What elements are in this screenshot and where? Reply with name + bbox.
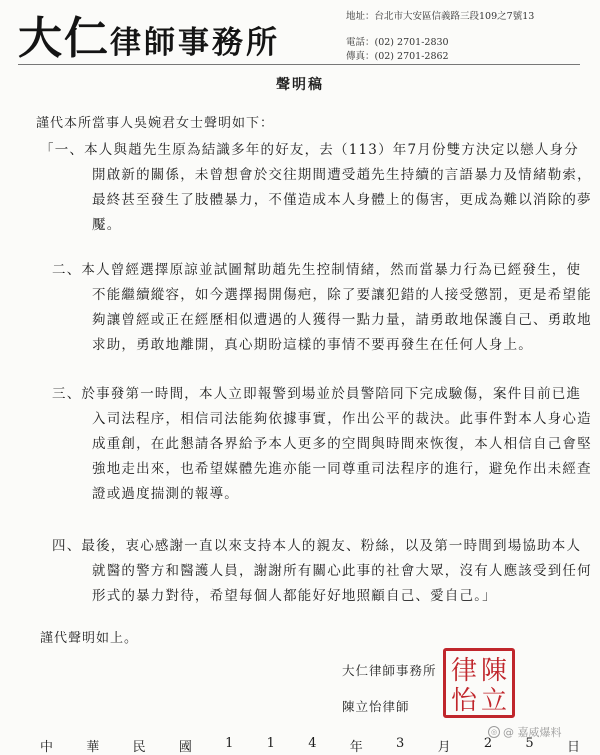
date-char: 華 xyxy=(86,740,100,755)
date-char: 中 xyxy=(40,740,54,755)
paragraph-line: 四、最後，衷心感謝一直以來支持本人的親友、粉絲，以及第一時間到場協助本人 xyxy=(52,538,582,554)
signer-name: 陳立怡律師 xyxy=(342,699,410,714)
date-char: 1 xyxy=(266,736,275,751)
date-char: 2 xyxy=(483,736,493,751)
paragraph-1 xyxy=(40,138,592,238)
fax-value: (02) 2701-2862 xyxy=(374,51,449,62)
paragraph-line: 強地走出來，也希望媒體先進亦能一同尊重司法程序的進行，避免作出未經查 xyxy=(92,461,592,477)
paragraph-line: 魘。 xyxy=(92,217,122,233)
phone-row xyxy=(346,36,596,50)
address-label: 地址： xyxy=(346,11,375,22)
date-char: 4 xyxy=(308,736,317,751)
seal-char: 陳 xyxy=(480,656,508,686)
lawyer-seal-stamp xyxy=(443,648,515,718)
date-char: 國 xyxy=(178,740,192,755)
date-char: 1 xyxy=(225,736,234,751)
fax-label: 傳真： xyxy=(346,51,375,62)
paragraph-line: 開啟新的關係，未曾想會於交往期間遭受趙先生持續的言語暴力及情緒勒索， xyxy=(92,167,592,183)
closing-line: 謹代聲明如上。 xyxy=(40,631,139,646)
phone-value: (02) 2701-2830 xyxy=(374,37,449,48)
date-char: 3 xyxy=(396,736,405,751)
paragraph-4 xyxy=(40,534,592,609)
paragraph-line: 夠讓曾經或正在經歷相似遭遇的人獲得一點力量，請勇敢地保護自己、勇敢地 xyxy=(92,312,592,328)
letterhead-divider xyxy=(18,64,580,65)
paragraph-line: 成重創，在此懇請各界給予本人更多的空間與時間來恢復，本人相信自己會堅 xyxy=(92,436,592,452)
paragraph-line: 不能繼續縱容，如今選擇揭開傷疤，除了要讓犯錯的人接受懲罰，更是希望能 xyxy=(92,287,592,303)
paragraph-line: 就醫的警方和醫護人員，謝謝所有關心此事的社會大眾，沒有人應該受到任何 xyxy=(92,563,592,579)
paragraph-line: 形式的暴力對待，希望每個人都能好好地照顧自己、愛自己。」 xyxy=(92,588,497,604)
seal-char: 律 xyxy=(450,656,478,686)
paragraph-line: 求助，勇敢地離開，真心期盼這樣的事情不要再發生在任何人身上。 xyxy=(92,337,533,353)
paragraph-3 xyxy=(40,382,592,507)
firm-name-big: 大仁 xyxy=(18,13,110,64)
phone-label: 電話： xyxy=(346,37,375,48)
fax-row xyxy=(346,50,596,64)
seal-icon xyxy=(446,651,512,715)
signer-firm: 大仁律師事務所 xyxy=(342,663,437,678)
paragraph-line: 最終甚至發生了肢體暴力，不僅造成本人身體上的傷害，更成為難以消除的夢 xyxy=(92,192,592,208)
date-char: 民 xyxy=(132,740,146,755)
source-watermark xyxy=(488,724,562,740)
paragraph-2 xyxy=(40,258,592,358)
date-char: 年 xyxy=(349,740,363,755)
date-char: 5 xyxy=(525,736,534,751)
paragraph-line: 三、於事發第一時間，本人立即報警到場並於員警陪同下完成驗傷，案件目前已進 xyxy=(52,386,582,402)
paragraph-line: 二、本人曾經選擇原諒並試圖幫助趙先生控制情緒，然而當暴力行為已經發生，使 xyxy=(52,262,582,278)
address-value: 台北市大安區信義路三段109之7號13 xyxy=(374,11,535,22)
date-char: 日 xyxy=(566,740,580,755)
document-title: 聲明稿 xyxy=(276,77,324,93)
source-icon: ◎ xyxy=(488,726,500,738)
paragraph-line: 「一、本人與趙先生原為結識多年的好友，去（113）年7月份雙方決定以戀人身分 xyxy=(40,142,579,158)
contact-block xyxy=(346,10,596,64)
watermark-text: @ 嘉威爆料 xyxy=(503,726,562,739)
firm-logo-text xyxy=(18,2,280,66)
intro-line: 謹代本所當事人吳婉君女士聲明如下： xyxy=(36,116,275,131)
seal-char: 立 xyxy=(480,686,508,715)
date-char: 月 xyxy=(437,740,451,755)
address-row xyxy=(346,10,596,24)
paragraph-line: 證或過度揣測的報導。 xyxy=(92,486,239,502)
firm-name-rest: 律師事務所 xyxy=(110,25,280,61)
paragraph-line: 入司法程序，相信司法能夠依據事實，作出公平的裁決。此事件對本人身心造 xyxy=(92,411,592,427)
seal-char: 怡 xyxy=(450,686,478,715)
